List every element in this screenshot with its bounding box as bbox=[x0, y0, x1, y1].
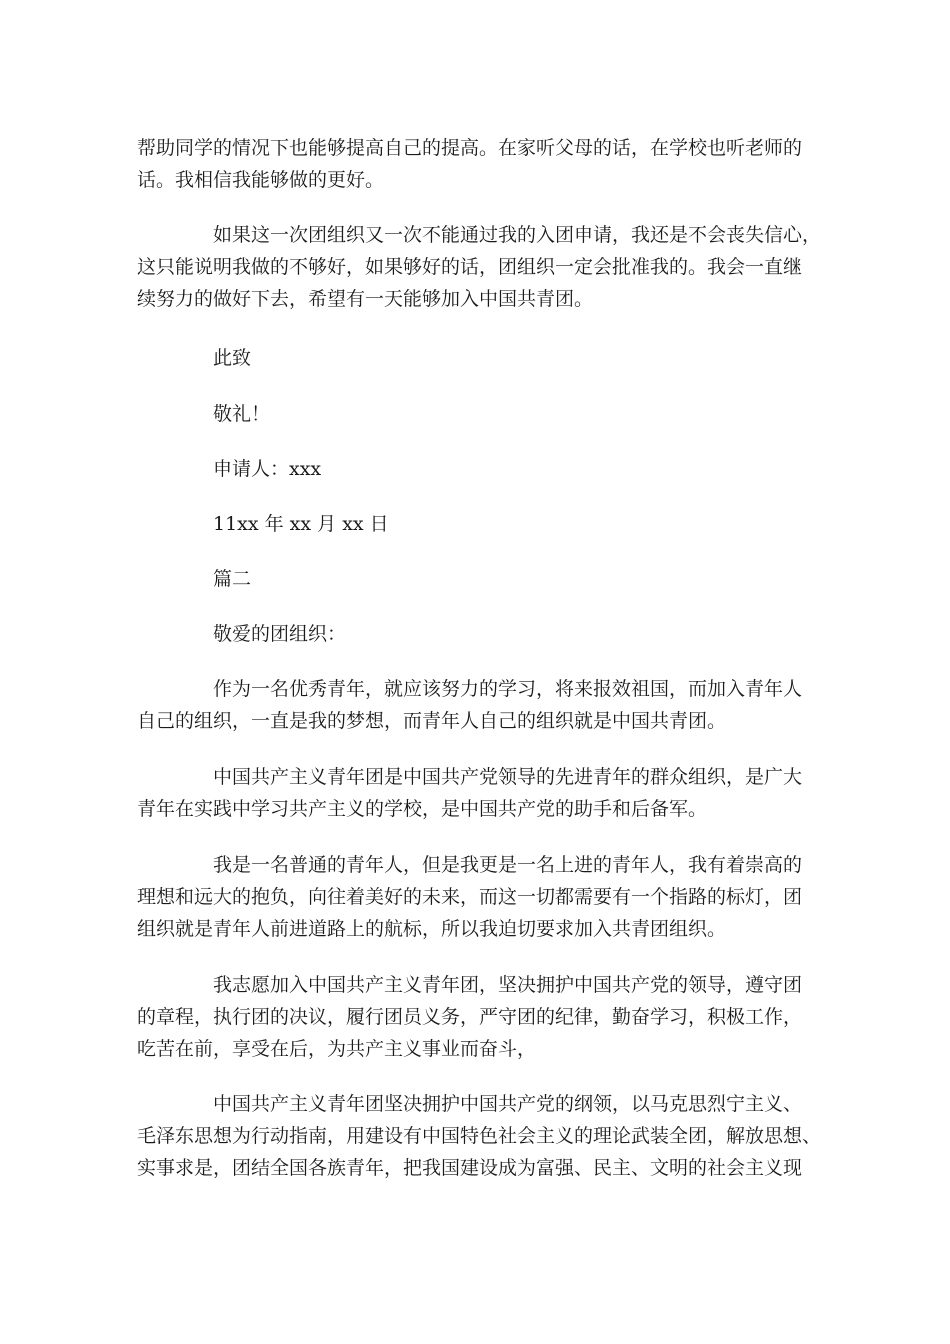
text-line: 青年在实践中学习共产主义的学校，是中国共产党的助手和后备军。 bbox=[137, 798, 708, 820]
text-line: 我志愿加入中国共产主义青年团，坚决拥护中国共产党的领导，遵守团 bbox=[213, 974, 803, 996]
date-line: 11xx 年 xx 月 xx 日 bbox=[213, 513, 389, 535]
text-line: 话。我相信我能够做的更好。 bbox=[137, 169, 385, 191]
paragraph-confidence bbox=[137, 219, 822, 315]
text-line: 实事求是，团结全国各族青年，把我国建设成为富强、民主、文明的社会主义现 bbox=[137, 1157, 803, 1179]
text-line: 吃苦在前，享受在后，为共产主义事业而奋斗， bbox=[137, 1038, 537, 1060]
text-line: 毛泽东思想为行动指南，用建设有中国特色社会主义的理论武装全团，解放思想、 bbox=[137, 1125, 822, 1147]
text-line: 帮助同学的情况下也能够提高自己的提高。在家听父母的话，在学校也听老师的 bbox=[137, 137, 803, 159]
text-line: 中国共产主义青年团是中国共产党领导的先进青年的群众组织，是广大 bbox=[213, 766, 803, 788]
text-line: 作为一名优秀青年，就应该努力的学习，将来报效祖国，而加入青年人 bbox=[213, 678, 803, 700]
paragraph-aspiration bbox=[137, 673, 817, 737]
text-line: 的章程，执行团的决议，履行团员义务，严守团的纪律，勤奋学习，积极工作， bbox=[137, 1006, 803, 1028]
text-line: 自己的组织，一直是我的梦想，而青年人自己的组织就是中国共青团。 bbox=[137, 710, 727, 732]
closing-line-1: 此致 bbox=[213, 347, 252, 369]
text-line: 如果这一次团组织又一次不能通过我的入团申请，我还是不会丧失信心， bbox=[213, 224, 822, 246]
text-line: 理想和远大的抱负，向往着美好的未来，而这一切都需要有一个指路的标灯，团 bbox=[137, 886, 803, 908]
text-line: 续努力的做好下去，希望有一天能够加入中国共青团。 bbox=[137, 288, 594, 310]
text-line: 组织就是青年人前进道路上的航标，所以我迫切要求加入共青团组织。 bbox=[137, 918, 727, 940]
paragraph-pledge bbox=[137, 969, 817, 1065]
paragraph-program bbox=[137, 1088, 822, 1184]
text-line: 中国共产主义青年团坚决拥护中国共产党的纲领，以马克思烈宁主义、 bbox=[213, 1093, 803, 1115]
paragraph-ideals bbox=[137, 849, 817, 945]
closing-line-2: 敬礼！ bbox=[213, 403, 271, 425]
paragraph-continuation bbox=[137, 132, 817, 196]
section-heading: 篇二 bbox=[213, 568, 252, 590]
paragraph-league-definition bbox=[137, 761, 817, 825]
salutation: 敬爱的团组织： bbox=[213, 623, 347, 645]
applicant-signature: 申请人：xxx bbox=[213, 458, 322, 480]
text-line: 我是一名普通的青年人，但是我更是一名上进的青年人，我有着崇高的 bbox=[213, 854, 803, 876]
text-line: 这只能说明我做的不够好，如果够好的话，团组织一定会批准我的。我会一直继 bbox=[137, 256, 803, 278]
